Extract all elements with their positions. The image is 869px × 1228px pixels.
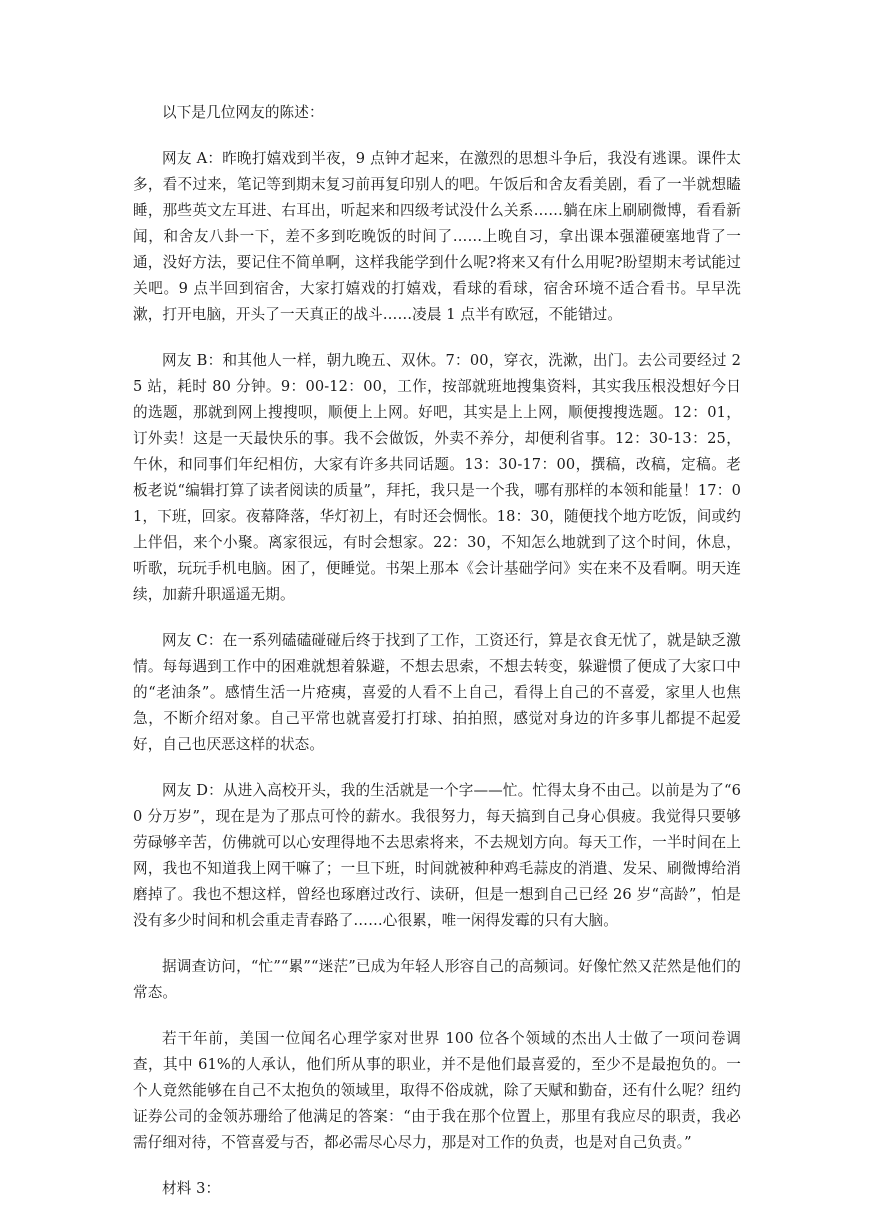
document-page xyxy=(133,100,741,1222)
netizen-d-paragraph: 网友 D：从进入高校开头，我的生活就是一个字——忙。忙得太身不由己。以前是为了“60 分万岁”，现在是为了那点可怜的薪水。我很努力，每天搞到自己身心俱疲。我觉得只要够劳碌够辛苦，仿佛就可以心安理得地不去思索将来，不去规划方向。每天工作，一半时间在上网，我也不知道我上网干嘛了；一旦下班，时间就被种种鸡毛蒜皮的消遣、发呆、刷微博给消磨掉了。我也不想这样，曾经也琢磨过改行、读研，但是一想到自己已经 26 岁“高龄”，怕是没有多少时间和机会重走青春路了……心很累，唯一闲得发霉的只有大脑。 xyxy=(133,782,741,929)
psychologist-paragraph: 若干年前，美国一位闻名心理学家对世界 100 位各个领域的杰出人士做了一项问卷调查，其中 61%的人承认，他们所从事的职业，并不是他们最喜爱的，至少不是最抱负的。一个人竟然能够在自己不太抱负的领域里，取得不俗成就，除了天赋和勤奋，还有什么呢？纽约证券公司的金领苏珊给了他满足的答案：“由于我在那个位置上，那里有我应尽的职责，我必需仔细对待，不管喜爱与否，都必需尽心尽力，那是对工作的负责，也是对自己负责。” xyxy=(133,1030,741,1151)
netizen-b-paragraph: 网友 B：和其他人一样，朝九晚五、双休。7：00，穿衣，洗漱，出门。去公司要经过 25 站，耗时 80 分钟。9：00-12：00，工作，按部就班地搜集资料，其实我压根没想好今日的选题，那就到网上搜搜呗，顺便上上网。好吧，其实是上上网，顺便搜搜选题。12：01，订外卖！这是一天最快乐的事。我不会做饭，外卖不养分，却便利省事。12：30-13：25，午休，和同事们年纪相仿，大家有许多共同话题。13：30-17：00，撰稿，改稿，定稿。老板老说“编辑打算了读者阅读的质量”，拜托，我只是一个我，哪有那样的本领和能量！17：01，下班，回家。夜幕降落，华灯初上，有时还会惆怅。18：30，随便找个地方吃饭，间或约上伴侣，来个小聚。离家很远，有时会想家。22：30，不知怎么地就到了这个时间，休息，听歌，玩玩手机电脑。困了，便睡觉。书架上那本《会计基础学问》实在来不及看啊。明天连续，加薪升职遥遥无期。 xyxy=(133,352,741,603)
survey-paragraph: 据调查访问，“忙”“累”“迷茫”已成为年轻人形容自己的高频词。好像忙然又茫然是他们的常态。 xyxy=(133,958,741,1001)
netizen-a-paragraph: 网友 A：昨晚打嬉戏到半夜，9 点钟才起来，在激烈的思想斗争后，我没有逃课。课件太多，看不过来，笔记等到期末复习前再复印别人的吧。午饭后和舍友看美剧，看了一半就想瞌睡，那些英文左耳进、右耳出，听起来和四级考试没什么关系……躺在床上刷刷微博，看看新闻，和舍友八卦一下，差不多到吃晚饭的时间了……上晚自习，拿出课本强灌硬塞地背了一通，没好方法，要记住不简单啊，这样我能学到什么呢?将来又有什么用呢?盼望期末考试能过关吧。9 点半回到宿舍，大家打嬉戏的打嬉戏，看球的看球，宿舍环境不适合看书。早早洗漱，打开电脑，开头了一天真正的战斗……凌晨 1 点半有欧冠，不能错过。 xyxy=(133,150,741,323)
intro-paragraph: 以下是几位网友的陈述： xyxy=(162,104,324,121)
material-3-heading: 材料 3： xyxy=(162,1180,221,1197)
netizen-c-paragraph: 网友 C：在一系列磕磕碰碰后终于找到了工作，工资还行，算是衣食无忧了，就是缺乏激情。每每遇到工作中的困难就想着躲避，不想去思索，不想去转变，躲避惯了便成了大家口中的“老油条”。感情生活一片疮痍，喜爱的人看不上自己，看得上自己的不喜爱，家里人也焦急，不断介绍对象。自己平常也就喜爱打打球、拍拍照，感觉对身边的许多事儿都提不起爱好，自己也厌恶这样的状态。 xyxy=(133,632,741,753)
